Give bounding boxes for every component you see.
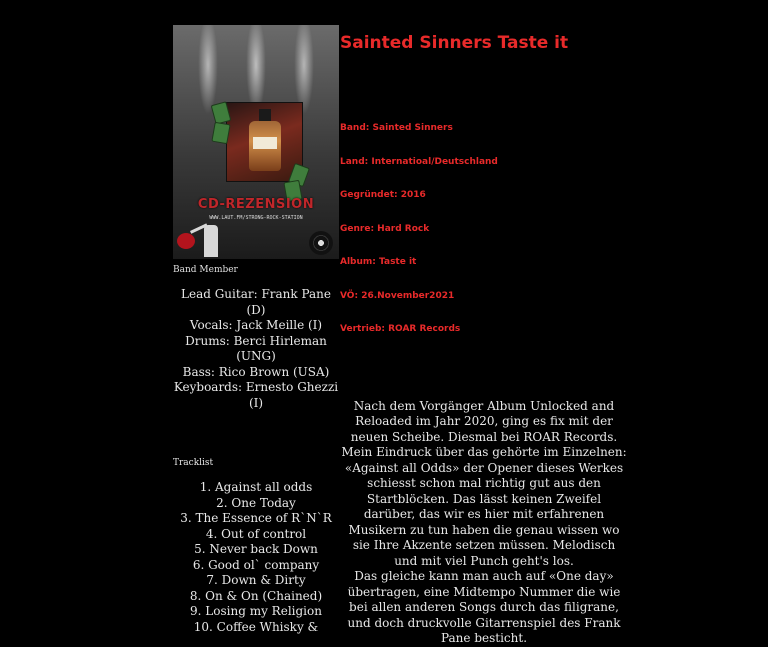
page-title: Sainted Sinners Taste it <box>340 33 569 53</box>
member-item: Drums: Berci Hirleman (UNG) <box>185 333 327 363</box>
track-item: 6. Good ol` company <box>192 557 320 572</box>
fact-album: Album: Taste it <box>340 257 417 267</box>
review-paragraph: Das gleiche kann man auch auf «One day» übertragen, eine Midtempo Nummer die wie bei allen anderen Songs durch das filigrane, und doch druckvolle Gitarrenspiel des Frank Pane besticht. <box>347 569 621 645</box>
fact-distribution: Vertrieb: ROAR Records <box>340 324 461 334</box>
band-member-list <box>173 287 339 411</box>
track-item: 10. Coffee Whisky & <box>193 619 319 634</box>
track-item: 3. The Essence of R`N`R <box>180 511 332 525</box>
album-facts <box>340 123 628 358</box>
tracklist-label: Tracklist <box>173 458 214 468</box>
tracklist <box>173 480 339 635</box>
track-item: 9. Losing my Religion <box>190 604 322 618</box>
member-item: Lead Guitar: Frank Pane (D) <box>181 287 331 317</box>
track-item: 5. Never back Down <box>194 542 318 556</box>
fact-country: Land: Internatioal/Deutschland <box>340 156 498 167</box>
vinyl-record-icon <box>309 231 333 255</box>
track-item: 1. Against all odds <box>199 480 313 494</box>
track-item: 8. On & On (Chained) <box>189 588 323 603</box>
station-url: WWW.LAUT.FM/STRONG-ROCK-STATION <box>209 215 303 221</box>
member-item: Bass: Rico Brown (USA) <box>182 364 330 379</box>
fist-icon <box>204 225 218 257</box>
review-text <box>340 399 628 647</box>
track-item: 2. One Today <box>216 495 296 510</box>
track-item: 4. Out of control <box>205 526 307 541</box>
fact-band: Band: Sainted Sinners <box>340 123 453 133</box>
fact-release-date: VÖ: 26.November2021 <box>340 290 455 301</box>
member-item: Vocals: Jack Meille (I) <box>189 318 323 332</box>
review-paragraph: Nach dem Vorgänger Album Unlocked and Reloaded im Jahr 2020, ging es fix mit der neuen Scheibe. Diesmal bei ROAR Records. Mein Eindruck über das gehörte im Einzelnen: <box>341 398 627 459</box>
left-column <box>173 25 339 635</box>
album-cover-image <box>173 25 339 259</box>
right-column <box>340 33 628 647</box>
fact-genre: Genre: Hard Rock <box>340 223 430 234</box>
money-icon <box>211 122 230 144</box>
member-item: Keyboards: Ernesto Ghezzi (I) <box>173 380 339 410</box>
track-item: 7. Down & Dirty <box>206 573 306 587</box>
bottle-label <box>253 137 277 149</box>
band-member-label: Band Member <box>173 265 238 275</box>
review-paragraph: «Against all Odds» der Opener dieses Werkes schiesst schon mal richtig gut aus den Startblöcken. Das lässt keinen Zweifel darüber, das wir es hier mit erfahrenen Musikern zu tun haben die genau wissen wo sie Ihre Akzente setzen müssen. Melodisch und mit viel Punch geht's los. <box>344 460 624 568</box>
cd-rezension-logo: CD-REZENSION <box>197 197 315 212</box>
fact-founded: Gegründet: 2016 <box>340 190 426 200</box>
